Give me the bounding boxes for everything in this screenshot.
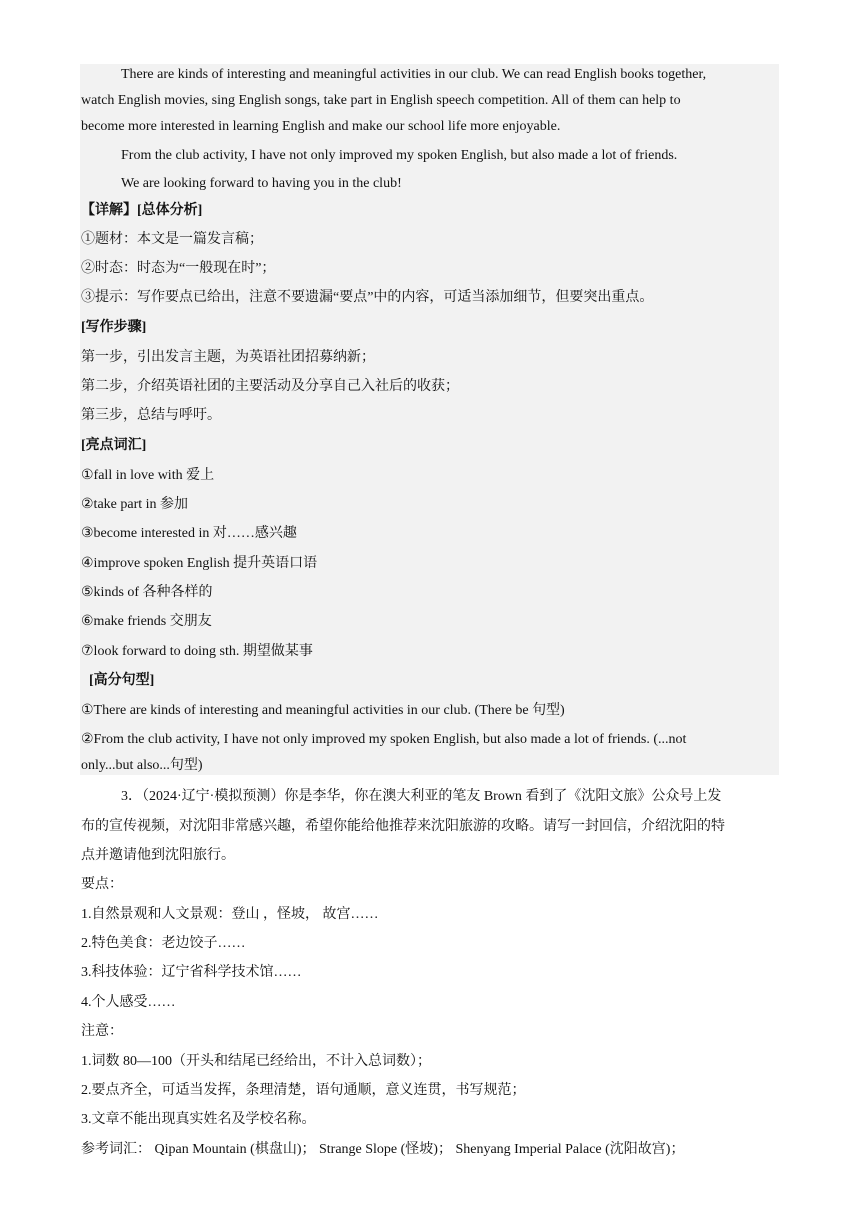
answer-paragraph-2: From the club activity, I have not only improved my spoken English, but also made a lot of friends. — [121, 148, 678, 163]
steps-item: 第三步，总结与呼吁。 — [81, 408, 221, 423]
vocab-item: ③become interested in 对……感兴趣 — [81, 526, 297, 541]
point-item: 1.自然景观和人文景观：登山 ，怪坡， 故宫…… — [81, 907, 379, 922]
note-item: 1.词数 80—100（开头和结尾已经给出，不计入总词数）； — [81, 1054, 431, 1069]
steps-item: 第二步，介绍英语社团的主要活动及分享自己入社后的收获； — [81, 379, 459, 394]
question-stem-line-1: 3．（2024·辽宁·模拟预测）你是李华，你在澳大利亚的笔友 Brown 看到了《沈阳文旅》公众号上发 — [121, 789, 722, 804]
sentence-1: ①There are kinds of interesting and meaningful activities in our club. (There be 句型) — [81, 703, 565, 718]
answer-paragraph-1-line-3: become more interested in learning English and make our school life more enjoyable. — [81, 119, 561, 134]
notes-label: 注意： — [81, 1024, 123, 1039]
points-label: 要点： — [81, 877, 123, 892]
vocab-item: ④improve spoken English 提升英语口语 — [81, 556, 318, 571]
vocab-heading: [亮点词汇] — [81, 438, 147, 453]
steps-heading: [写作步骤] — [81, 320, 147, 335]
vocab-item: ②take part in 参加 — [81, 497, 189, 512]
vocab-item: ①fall in love with 爱上 — [81, 468, 215, 483]
sentence-2-line-1: ②From the club activity, I have not only improved my spoken English, but also made a lot of friends. (...not — [81, 732, 687, 747]
vocab-item: ⑦look forward to doing sth. 期望做某事 — [81, 644, 313, 659]
answer-paragraph-1-line-1: There are kinds of interesting and meaningful activities in our club. We can read English books together, — [121, 67, 707, 82]
sentences-heading: [高分句型] — [89, 673, 155, 688]
analysis-heading: 【详解】[总体分析] — [81, 203, 203, 218]
steps-item: 第一步，引出发言主题，为英语社团招募纳新； — [81, 350, 375, 365]
vocab-item: ⑤kinds of 各种各样的 — [81, 585, 213, 600]
point-item: 3.科技体验：辽宁省科学技术馆…… — [81, 965, 302, 980]
point-item: 4.个人感受…… — [81, 995, 176, 1010]
vocab-item: ⑥make friends 交朋友 — [81, 614, 212, 629]
analysis-item: ②时态：时态为“一般现在时”； — [81, 261, 276, 276]
analysis-item: ①题材：本文是一篇发言稿； — [81, 232, 263, 247]
sentence-2-line-2: only...but also...句型) — [81, 758, 203, 773]
note-item: 3.文章不能出现真实姓名及学校名称。 — [81, 1112, 316, 1127]
point-item: 2.特色美食：老边饺子…… — [81, 936, 246, 951]
note-item: 2.要点齐全，可适当发挥，条理清楚，语句通顺，意义连贯，书写规范； — [81, 1083, 526, 1098]
answer-paragraph-3: We are looking forward to having you in the club! — [121, 176, 402, 191]
answer-paragraph-1-line-2: watch English movies, sing English songs, take part in English speech competition. All of them can help to — [81, 93, 681, 108]
reference-vocabulary: 参考词汇： Qipan Mountain (棋盘山)； Strange Slope (怪坡)； Shenyang Imperial Palace (沈阳故宫)； — [81, 1142, 685, 1157]
question-stem-line-3: 点并邀请他到沈阳旅行。 — [81, 848, 235, 863]
question-stem-line-2: 布的宣传视频，对沈阳非常感兴趣，希望你能给他推荐来沈阳旅游的攻略。请写一封回信，介绍沈阳的特 — [81, 819, 725, 834]
analysis-item: ③提示：写作要点已给出，注意不要遗漏“要点”中的内容，可适当添加细节，但要突出重点。 — [81, 290, 654, 305]
